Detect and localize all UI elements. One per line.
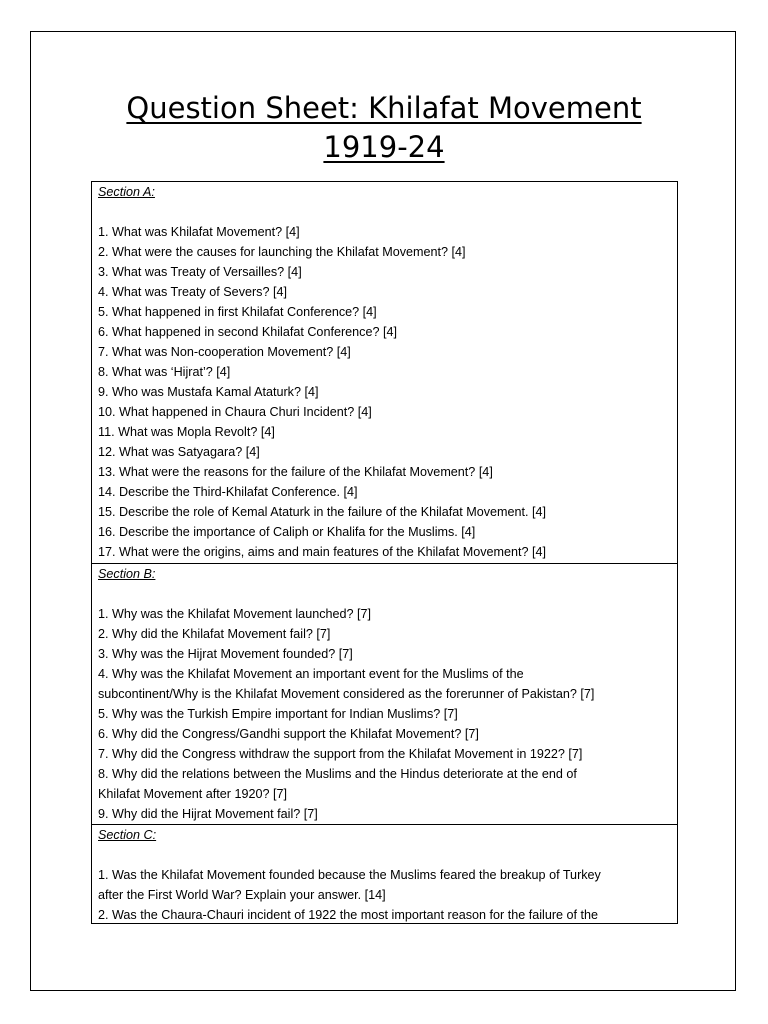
question-line: 5. Why was the Turkish Empire important for Indian Muslims? [7] xyxy=(98,707,458,721)
document-page xyxy=(30,31,736,991)
question-line: 1. Was the Khilafat Movement founded because the Muslims feared the breakup of Turkey xyxy=(98,868,601,882)
question-line: 7. What was Non-cooperation Movement? [4] xyxy=(98,345,351,359)
question-line: 9. Who was Mustafa Kamal Ataturk? [4] xyxy=(98,385,319,399)
spacer xyxy=(98,202,673,222)
question-line: 14. Describe the Third-Khilafat Conference. [4] xyxy=(98,485,358,499)
question-line: 2. Why did the Khilafat Movement fail? [7] xyxy=(98,627,331,641)
question-line: 11. What was Mopla Revolt? [4] xyxy=(98,425,275,439)
section-c-heading: Section C: xyxy=(98,828,157,842)
question-line: 8. Why did the relations between the Muslims and the Hindus deteriorate at the end of xyxy=(98,767,577,781)
question-line: 10. What happened in Chaura Churi Incident? [4] xyxy=(98,405,372,419)
question-line: 9. Why did the Hijrat Movement fail? [7] xyxy=(98,807,318,821)
spacer xyxy=(98,584,673,604)
question-line: 2. What were the causes for launching the Khilafat Movement? [4] xyxy=(98,245,466,259)
section-c xyxy=(92,824,677,923)
question-line: after the First World War? Explain your answer. [14] xyxy=(98,888,386,902)
section-b-heading: Section B: xyxy=(98,567,156,581)
question-line: 7. Why did the Congress withdraw the support from the Khilafat Movement in 1922? [7] xyxy=(98,747,583,761)
question-line: 5. What happened in first Khilafat Conference? [4] xyxy=(98,305,377,319)
question-line: 15. Describe the role of Kemal Ataturk in the failure of the Khilafat Movement. [4] xyxy=(98,505,547,519)
question-line: 4. Why was the Khilafat Movement an important event for the Muslims of the xyxy=(98,667,524,681)
question-line: 1. Why was the Khilafat Movement launched? [7] xyxy=(98,607,372,621)
section-b xyxy=(92,563,677,824)
question-line: subcontinent/Why is the Khilafat Movement considered as the forerunner of Pakistan? [7] xyxy=(98,687,595,701)
title-line-2: 1919-24 xyxy=(323,130,445,164)
question-table xyxy=(91,181,678,924)
question-line: 1. What was Khilafat Movement? [4] xyxy=(98,225,300,239)
question-line: 16. Describe the importance of Caliph or Khalifa for the Muslims. [4] xyxy=(98,525,476,539)
question-line: 6. Why did the Congress/Gandhi support the Khilafat Movement? [7] xyxy=(98,727,479,741)
document-title xyxy=(31,89,737,167)
question-line: 12. What was Satyagara? [4] xyxy=(98,445,260,459)
section-a xyxy=(92,182,677,563)
question-line: 2. Was the Chaura-Chauri incident of 1922 the most important reason for the failure of the xyxy=(98,908,599,922)
question-line: 13. What were the reasons for the failure of the Khilafat Movement? [4] xyxy=(98,465,493,479)
question-line: 17. What were the origins, aims and main features of the Khilafat Movement? [4] xyxy=(98,545,547,559)
question-line: Khilafat Movement after 1920? [7] xyxy=(98,787,288,801)
question-line: 3. Why was the Hijrat Movement founded? [7] xyxy=(98,647,353,661)
question-line: 4. What was Treaty of Severs? [4] xyxy=(98,285,287,299)
question-line: 6. What happened in second Khilafat Conference? [4] xyxy=(98,325,397,339)
section-a-heading: Section A: xyxy=(98,185,155,199)
title-line-1: Question Sheet: Khilafat Movement xyxy=(126,91,642,125)
spacer xyxy=(98,845,673,865)
question-line: 8. What was ‘Hijrat’? [4] xyxy=(98,365,231,379)
question-line: 3. What was Treaty of Versailles? [4] xyxy=(98,265,302,279)
